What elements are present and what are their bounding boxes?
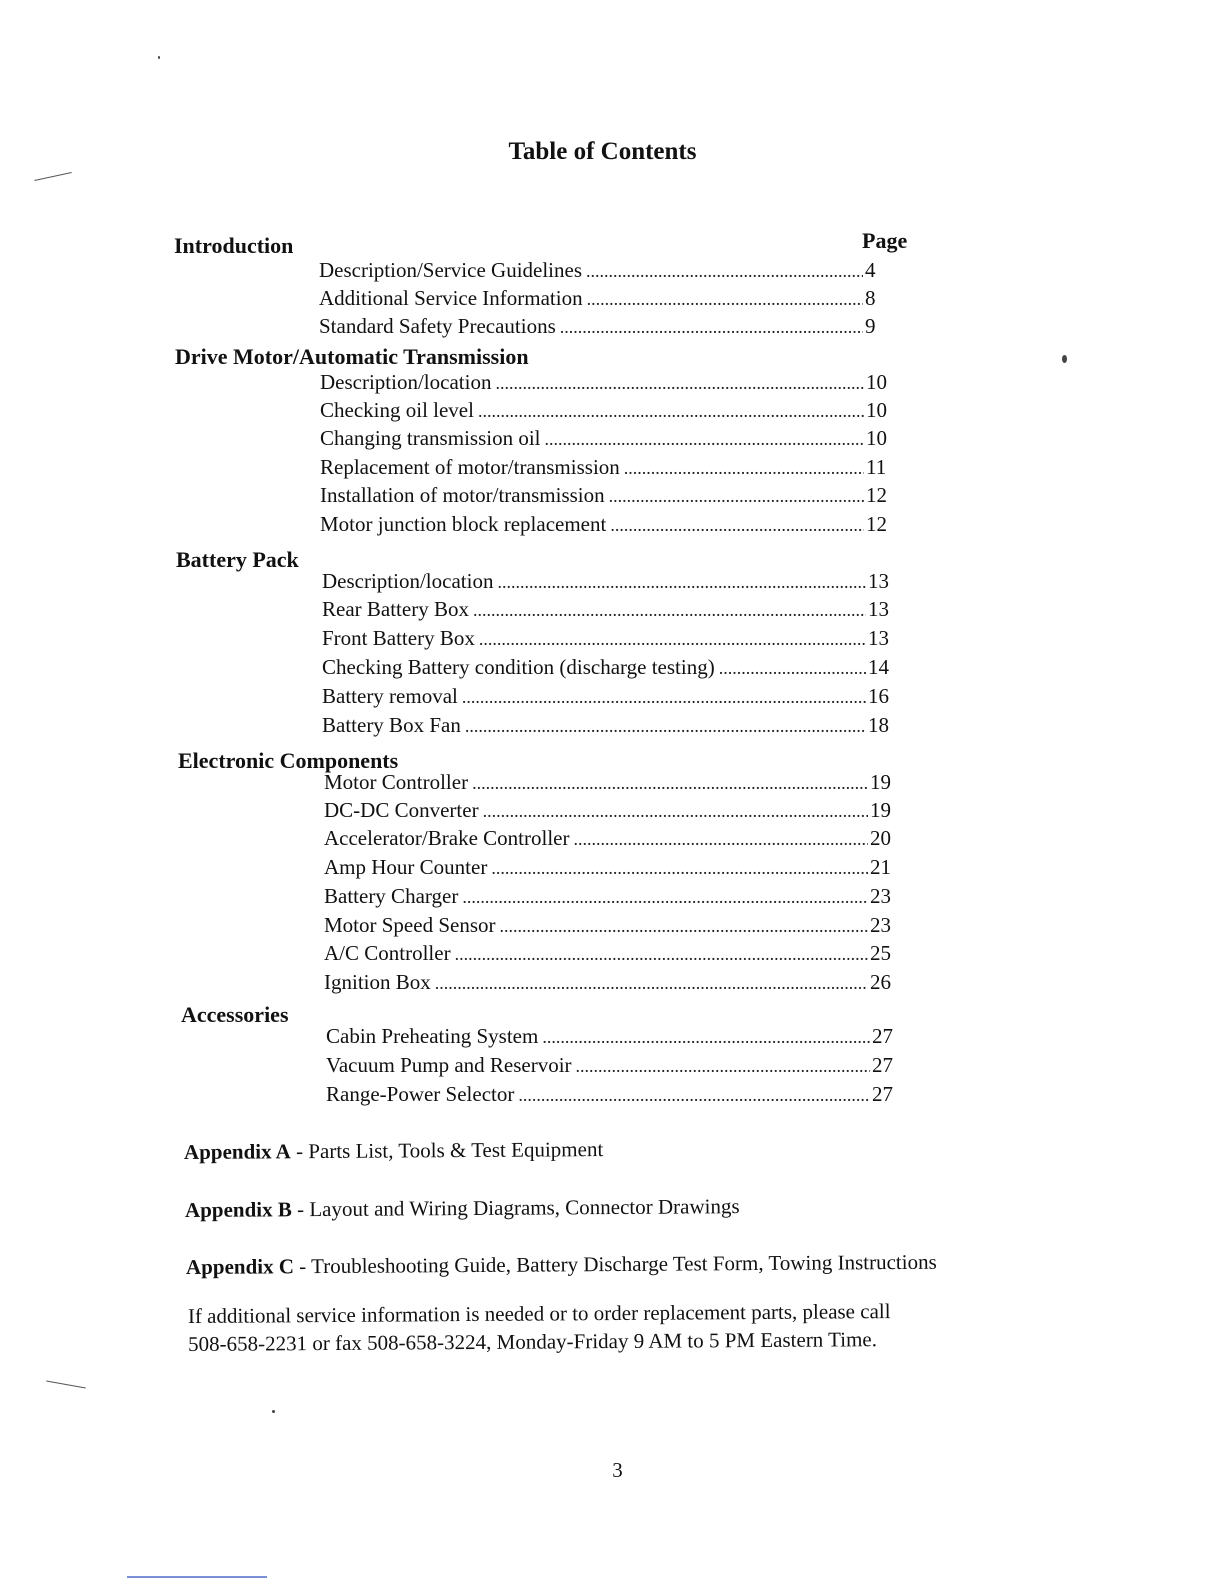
section-heading-introduction: Introduction: [174, 233, 294, 258]
entry-page: 25: [870, 941, 891, 965]
entry-label: Motor Speed Sensor: [324, 913, 496, 937]
entry-page: 18: [868, 713, 889, 737]
toc-entry: [322, 713, 890, 741]
page-column-label: Page: [862, 228, 908, 253]
scan-speck: [1062, 355, 1067, 363]
entry-label: Battery Charger: [324, 884, 459, 908]
entry-page: 9: [865, 314, 876, 338]
appendix-b: [185, 1194, 740, 1223]
leader-dots: [465, 716, 866, 737]
leader-dots: [483, 801, 868, 822]
leader-dots: [435, 973, 868, 994]
section-heading-accessories: Accessories: [181, 1002, 289, 1027]
toc-entry: [324, 884, 892, 912]
scan-mark: [34, 172, 71, 181]
entry-page: 19: [870, 798, 891, 822]
entry-label: Vacuum Pump and Reservoir: [326, 1053, 572, 1077]
entry-page: 10: [866, 370, 887, 394]
entry-label: Description/location: [322, 569, 494, 593]
toc-entry: [320, 370, 888, 398]
appendix-text: - Layout and Wiring Diagrams, Connector Drawings: [296, 1194, 740, 1222]
toc-entry: [320, 426, 888, 454]
leader-dots: [455, 944, 868, 965]
entry-label: Range-Power Selector: [326, 1082, 515, 1106]
entry-label: Motor Controller: [324, 770, 469, 794]
toc-entry: [324, 826, 892, 854]
entry-label: Installation of motor/transmission: [320, 483, 605, 507]
appendix-text: - Troubleshooting Guide, Battery Discharge Test Form, Towing Instructions: [299, 1249, 937, 1279]
section-heading-drive-motor: Drive Motor/Automatic Transmission: [175, 344, 529, 369]
toc-entry: [326, 1082, 894, 1110]
entry-label: Changing transmission oil: [320, 426, 541, 450]
leader-dots: [462, 687, 866, 708]
toc-entry: [319, 258, 887, 286]
entry-label: Cabin Preheating System: [326, 1024, 539, 1048]
leader-dots: [719, 658, 866, 679]
appendix-c: [186, 1250, 937, 1280]
leader-dots: [545, 429, 865, 450]
entry-label: Additional Service Information: [319, 286, 583, 310]
entry-page: 27: [872, 1053, 893, 1077]
entry-page: 4: [865, 258, 876, 282]
page-number: 3: [612, 1458, 623, 1482]
page-title: Table of Contents: [508, 138, 697, 165]
leader-dots: [624, 458, 864, 479]
leader-dots: [478, 401, 864, 422]
leader-dots: [495, 373, 864, 394]
leader-dots: [560, 317, 863, 338]
entry-label: A/C Controller: [324, 941, 451, 965]
entry-page: 20: [870, 826, 891, 850]
toc-entry: [322, 655, 890, 683]
toc-entry: [319, 286, 887, 314]
entry-page: 10: [866, 426, 887, 450]
entry-page: 19: [870, 770, 891, 794]
toc-entry: [324, 970, 892, 998]
appendix-text: - Parts List, Tools & Test Equipment: [295, 1137, 604, 1164]
entry-label: Battery removal: [322, 684, 458, 708]
toc-entry: [324, 798, 892, 826]
leader-dots: [473, 600, 866, 621]
entry-label: DC-DC Converter: [324, 798, 479, 822]
section-heading-battery-pack: Battery Pack: [176, 547, 299, 572]
leader-dots: [497, 572, 866, 593]
entry-page: 23: [870, 884, 891, 908]
leader-dots: [586, 261, 863, 282]
contact-line-1: If additional service information is needed or to order replacement parts, please call: [187, 1299, 891, 1328]
scan-speck: [158, 56, 160, 59]
toc-entry: [322, 569, 890, 597]
toc-entry: [320, 455, 888, 483]
entry-page: 16: [868, 684, 889, 708]
entry-page: 21: [870, 855, 891, 879]
entry-label: Amp Hour Counter: [324, 855, 488, 879]
scan-mark: [46, 1381, 86, 1389]
bottom-edge-line: [127, 1576, 267, 1578]
scan-speck: [272, 1410, 275, 1413]
entry-page: 23: [870, 913, 891, 937]
toc-entry: [324, 855, 892, 883]
entry-page: 14: [868, 655, 889, 679]
toc-entry: [319, 314, 887, 342]
toc-entry: [322, 597, 890, 625]
appendix-label: Appendix B: [184, 1197, 292, 1222]
entry-label: Accelerator/Brake Controller: [324, 826, 570, 850]
toc-entry: [324, 941, 892, 969]
toc-entry: [320, 483, 888, 511]
entry-page: 11: [866, 455, 887, 479]
section-heading-electronic-components: Electronic Components: [178, 748, 399, 773]
leader-dots: [472, 773, 868, 794]
leader-dots: [610, 515, 864, 536]
contact-paragraph: [188, 1297, 891, 1358]
appendix-label: Appendix C: [185, 1254, 295, 1279]
entry-page: 27: [872, 1024, 893, 1048]
entry-label: Standard Safety Precautions: [319, 314, 556, 338]
entry-label: Ignition Box: [324, 970, 431, 994]
toc-entry: [322, 626, 890, 654]
toc-entry: [322, 684, 890, 712]
appendix-a: [184, 1137, 603, 1165]
entry-label: Battery Box Fan: [322, 713, 461, 737]
toc-entry: [320, 512, 888, 540]
leader-dots: [587, 289, 863, 310]
entry-page: 12: [866, 483, 887, 507]
leader-dots: [491, 858, 868, 879]
toc-entry: [324, 913, 892, 941]
appendix-label: Appendix A: [183, 1139, 291, 1164]
entry-page: 26: [870, 970, 891, 994]
leader-dots: [518, 1085, 870, 1106]
entry-label: Checking oil level: [320, 398, 474, 422]
leader-dots: [479, 629, 866, 650]
toc-entry: [324, 770, 892, 798]
toc-entry: [320, 398, 888, 426]
entry-label: Description/Service Guidelines: [319, 258, 583, 282]
entry-label: Motor junction block replacement: [320, 512, 607, 536]
contact-line-2: 508-658-2231 or fax 508-658-3224, Monday-Friday 9 AM to 5 PM Eastern Time.: [188, 1327, 878, 1356]
entry-label: Replacement of motor/transmission: [320, 455, 620, 479]
entry-label: Checking Battery condition (discharge testing): [322, 655, 715, 679]
entry-label: Rear Battery Box: [322, 597, 469, 621]
entry-label: Description/location: [320, 370, 492, 394]
toc-entry: [326, 1024, 894, 1052]
leader-dots: [500, 916, 869, 937]
entry-page: 13: [868, 597, 889, 621]
leader-dots: [573, 829, 868, 850]
entry-label: Front Battery Box: [322, 626, 475, 650]
leader-dots: [576, 1056, 870, 1077]
entry-page: 13: [868, 569, 889, 593]
leader-dots: [609, 486, 864, 507]
leader-dots: [542, 1027, 870, 1048]
entry-page: 27: [872, 1082, 893, 1106]
entry-page: 8: [865, 286, 876, 310]
entry-page: 13: [868, 626, 889, 650]
leader-dots: [462, 887, 868, 908]
toc-entry: [326, 1053, 894, 1081]
entry-page: 10: [866, 398, 887, 422]
entry-page: 12: [866, 512, 887, 536]
